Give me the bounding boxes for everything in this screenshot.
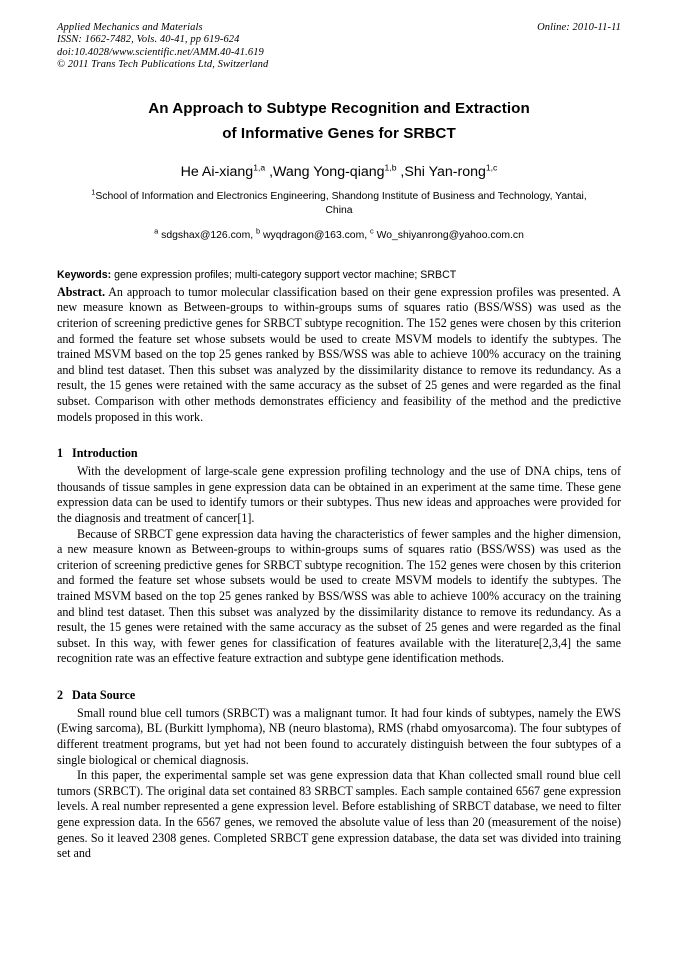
section-number-1: 1 <box>57 446 64 461</box>
journal-header <box>57 22 621 72</box>
paragraph: Because of SRBCT gene expression data having the characteristics of fewer samples and the higher dimension, a new measure known as Between-groups to within-groups sums of squares ratio (BSS/WSS) was used as the criterion of screening predictive genes for SRBCT subtype recognition. The 152 genes were chosen by this criterion and formed the feature set whose subsets would be used to create MSVM models to identify the subtypes. The trained MSVM based on the top 25 genes ranked by BSS/WSS was able to achieve 100% accuracy on the training and blind test dataset. Then this subset was analyzed by the dissimilarity distance to remove its redundancy. As a result, the 15 genes were retained with the same accuracy as the subset of 25 genes and were regarded as the final subset. In this way, with fewer genes for classification of features available with the literature[2,3,4] the same recognition rate was an effective feature extraction and subtype gene identification methods. <box>57 526 621 666</box>
journal-doi-line: doi:10.4028/www.scientific.net/AMM.40-41.619 <box>57 46 264 58</box>
paragraph: Small round blue cell tumors (SRBCT) was a malignant tumor. It had four kinds of subtypes, namely the EWS (Ewing sarcoma), BL (Burkitt lymphoma), NB (neuro blastoma), RMS (rhabd omyosarcoma). The four subtypes of different treatment programs, but yet had not been found to accurately distinguish between the four subtypes of a single biological or chemical diagnosis. <box>57 705 621 767</box>
section-data-source <box>57 687 621 862</box>
email-address-b[interactable]: wyqdragon@163.com, <box>260 229 371 241</box>
paragraph: In this paper, the experimental sample set was gene expression data that Khan collected small round blue cell tumors (SRBCT). The original data set contained 83 SRBCT samples. Each sample contained 6567 gene expression levels. A real number represented a gene expression level. Before establishing of SRBCT database, we need to filter gene expression data. In the 6567 genes, we removed the absolute value of less than 20 (measurement of the noise) genes. So it leaved 2308 genes. Completed SRBCT gene expression database, the data set was divided into training set and <box>57 768 621 861</box>
online-publication-date: Online: 2010-11-11 <box>537 22 621 33</box>
section-introduction <box>57 445 621 667</box>
paragraph: With the development of large-scale gene expression profiling technology and the use of DNA chips, tens of thousands of tissue samples in gene expression data can be obtained in an experiment at the same time. These gene expression data can be used to identify tumors or their subtypes. Thus new ideas and approaches were provided for the diagnosis and treatment of cancer[1]. <box>57 464 621 525</box>
author-list <box>57 163 621 181</box>
section-heading-2 <box>57 687 621 703</box>
email-marker-b: b <box>256 226 261 236</box>
email-marker-a: a <box>154 226 159 236</box>
keywords-line <box>57 268 621 282</box>
abstract-text: An approach to tumor molecular classification based on their gene expression profiles was presented. A new measure known as Between-groups to within-groups sums of squares ratio (BSS/WSS) was used as the criterion of screening predictive genes for SRBCT subtype recognition. The 152 genes were chosen by this criterion and formed the feature set whose subsets would be used to create MSVM models to identify the subtypes. The trained MSVM based on the top 25 genes ranked by BSS/WSS was able to achieve 100% accuracy on the training and blind test dataset. Then this subset was analyzed by the dissimilarity distance to remove its redundancy. As a result, the 15 genes were retained with the same accuracy as the subset of 25 genes and were regarded as the final subset. Comparison with other methods demonstrates efficiency and feasibility of the method and the predictive models proposed in this work. <box>57 284 621 424</box>
page-title <box>57 96 621 146</box>
author-separator-1: , <box>265 163 274 180</box>
keywords-text: gene expression profiles; multi-category support vector machine; SRBCT <box>111 268 457 281</box>
author-name-3: Shi Yan-rong <box>404 163 486 180</box>
author-affiliation-marker-1: 1,a <box>253 161 266 172</box>
abstract-label: Abstract. <box>57 284 106 299</box>
author-affiliation-marker-3: 1,c <box>485 161 498 172</box>
affiliation <box>57 187 621 219</box>
email-address-c[interactable]: Wo_shiyanrong@yahoo.com.cn <box>373 229 524 241</box>
page-title-line-2: of Informative Genes for SRBCT <box>222 124 456 142</box>
author-separator-2: , <box>396 163 405 180</box>
section-title-2: Data Source <box>72 687 136 702</box>
journal-issn-line: ISSN: 1662-7482, Vols. 40-41, pp 619-624 <box>57 34 240 46</box>
section-title-1: Introduction <box>72 446 138 461</box>
author-name-2: Wang Yong-qiang <box>273 163 385 180</box>
section-number-2: 2 <box>57 687 64 702</box>
author-name-1: He Ai-xiang <box>180 163 254 180</box>
keywords-label: Keywords: <box>57 268 112 281</box>
journal-copyright-line: © 2011 Trans Tech Publications Ltd, Switzerland <box>57 59 269 71</box>
section-heading-1 <box>57 445 621 461</box>
affiliation-marker: 1 <box>91 187 96 197</box>
email-marker-c: c <box>370 226 374 236</box>
abstract-paragraph <box>57 285 621 425</box>
author-emails <box>57 226 621 243</box>
affiliation-text: School of Information and Electronics Engineering, Shandong Institute of Business and Technology, Yantai, China <box>95 190 587 217</box>
journal-name: Applied Mechanics and Materials <box>57 22 203 33</box>
page-title-line-1: An Approach to Subtype Recognition and Extraction <box>148 99 530 117</box>
author-affiliation-marker-2: 1,b <box>384 161 397 172</box>
email-address-a[interactable]: sdgshax@126.com, <box>158 229 256 241</box>
